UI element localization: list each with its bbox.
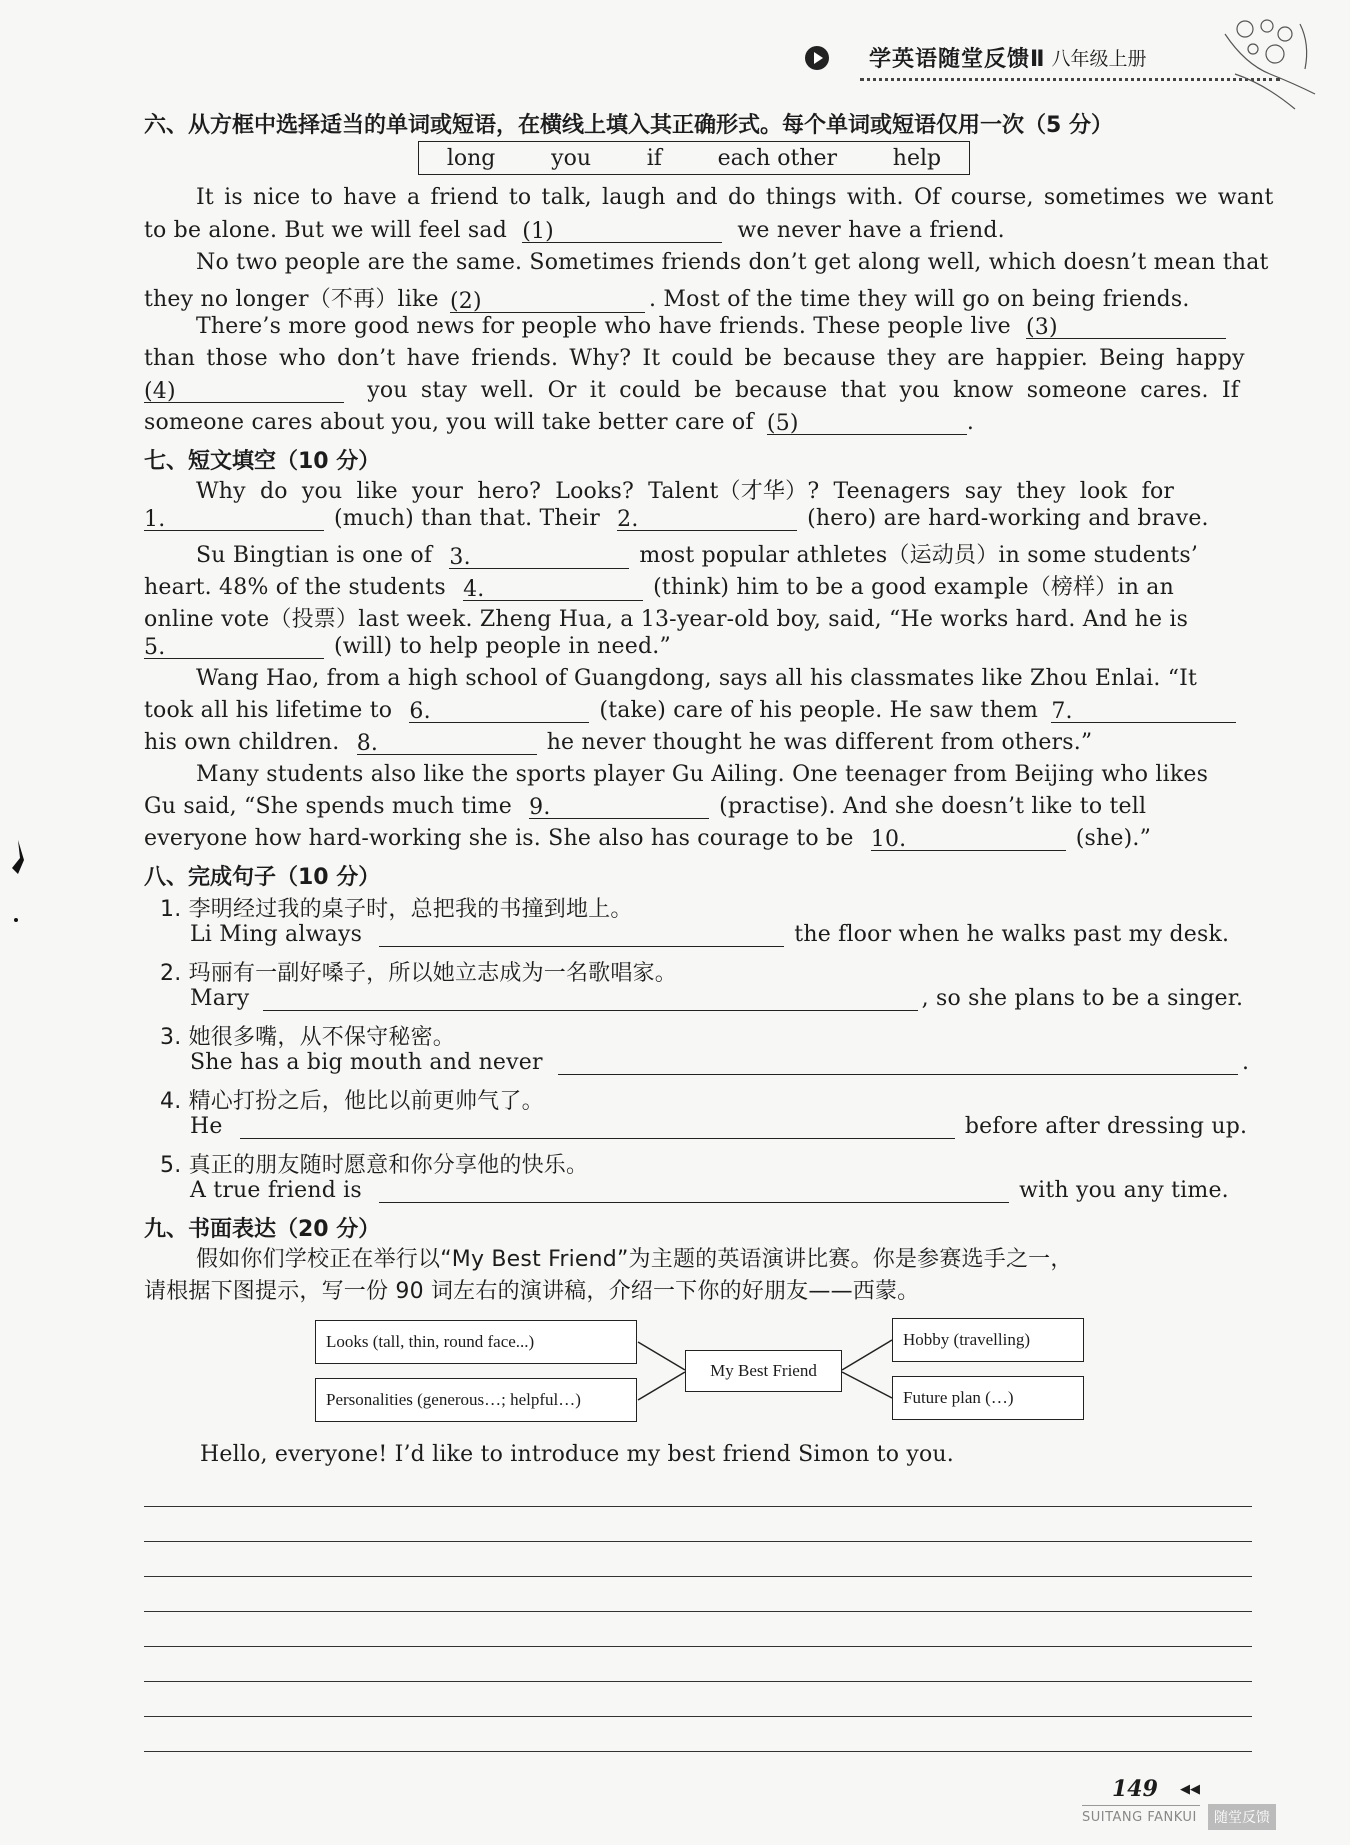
s6-text: No two people are the same. Sometimes friends don’t get along well, which doesn’t mean that	[196, 250, 1269, 275]
q4-english: He before after dressing up.	[190, 1114, 1248, 1139]
s7-text: everyone how hard-working she is. She also has courage to be 10. (she).”	[144, 826, 1152, 852]
answer-blank[interactable]: 9.	[529, 794, 709, 819]
q5-chinese: 5. 真正的朋友随时愿意和你分享他的快乐。	[160, 1153, 589, 1178]
q1-english: Li Ming always the floor when he walks past my desk.	[190, 922, 1230, 947]
s7-text: online vote（投票）last week. Zheng Hua, a 13-year-old boy, said, “He works hard. And he is	[144, 607, 1189, 632]
writing-line[interactable]	[144, 1681, 1252, 1682]
s7-text: Why do you like your hero? Looks? Talent（才华）? Teenagers say they look for	[196, 479, 1175, 504]
s7-text: 1. (much) than that. Their 2. (hero) are hard-working and brave.	[144, 506, 1209, 532]
answer-blank[interactable]: 10.	[871, 826, 1066, 851]
section8-heading: 八、完成句子（10 分）	[144, 865, 381, 890]
map-center: My Best Friend	[685, 1350, 842, 1392]
s7-text: Gu said, “She spends much time 9. (practise). And she doesn’t like to tell	[144, 794, 1147, 820]
answer-blank[interactable]: 1.	[144, 506, 324, 531]
writing-line[interactable]	[144, 1716, 1252, 1717]
s6-text: It is nice to have a friend to talk, laugh and do things with. Of course, sometimes we want	[196, 185, 1274, 210]
answer-blank[interactable]: (4)	[144, 378, 344, 403]
answer-blank[interactable]: 2.	[617, 506, 797, 531]
writing-line[interactable]	[144, 1646, 1252, 1647]
answer-blank[interactable]: 5.	[144, 634, 324, 659]
writing-line[interactable]	[144, 1576, 1252, 1577]
grade-label: 八年级上册	[1051, 48, 1147, 70]
answer-blank[interactable]: 8.	[357, 730, 537, 755]
writing-line[interactable]	[144, 1506, 1252, 1507]
answer-blank[interactable]: 3.	[449, 544, 629, 569]
q2-chinese: 2. 玛丽有一副好嗓子，所以她立志成为一名歌唱家。	[160, 961, 677, 986]
footer-divider	[1082, 1805, 1200, 1806]
s7-text: Wang Hao, from a high school of Guangdong, says all his classmates like Zhou Enlai. “It	[196, 666, 1198, 691]
s7-text: heart. 48% of the students 4. (think) him to be a good example（榜样）in an	[144, 575, 1174, 602]
s6-text: to be alone. But we will feel sad (1) we never have a friend.	[144, 218, 1005, 244]
q3-chinese: 3. 她很多嘴，从不保守秘密。	[160, 1025, 455, 1050]
q2-english: Mary , so she plans to be a singer.	[190, 986, 1244, 1011]
answer-blank[interactable]: (1)	[522, 218, 722, 243]
s9-prompt: 请根据下图提示，写一份 90 词左右的演讲稿，介绍一下你的好朋友——西蒙。	[144, 1279, 920, 1304]
s6-text: than those who don’t have friends. Why? It could be because they are happier. Being happy	[144, 346, 1245, 371]
word-option: each other	[717, 145, 838, 171]
word-option: help	[892, 145, 942, 171]
q5-english: A true friend is with you any time.	[190, 1178, 1229, 1203]
map-hobby: Hobby (travelling)	[892, 1318, 1084, 1362]
answer-blank[interactable]: 4.	[463, 576, 643, 601]
s9-prompt: 假如你们学校正在举行以“My Best Friend”为主题的英语演讲比赛。你是参赛选手之一，	[196, 1247, 1073, 1272]
writing-line[interactable]	[144, 1611, 1252, 1612]
book-title: 学英语随堂反馈Ⅱ	[869, 47, 1046, 72]
footer-tag: 随堂反馈	[1208, 1804, 1276, 1830]
s7-text: Su Bingtian is one of 3. most popular athletes（运动员）in some students’	[196, 543, 1199, 570]
s6-text: (4) you stay well. Or it could be because that you know someone cares. If	[144, 378, 1240, 404]
s6-text: they no longer（不再）like (2) . Most of the time they will go on being friends.	[144, 287, 1190, 314]
s7-text: 5. (will) to help people in need.”	[144, 634, 671, 660]
s7-text: his own children. 8. he never thought he was different from others.”	[144, 730, 1093, 756]
word-option: you	[551, 145, 591, 171]
writing-line[interactable]	[144, 1751, 1252, 1752]
s9-opening: Hello, everyone! I’d like to introduce my best friend Simon to you.	[200, 1442, 954, 1467]
answer-blank[interactable]: 6.	[409, 698, 589, 723]
map-personalities: Personalities (generous…; helpful…)	[315, 1378, 637, 1422]
double-arrow-icon: ◀◀	[1180, 1782, 1200, 1797]
q1-chinese: 1. 李明经过我的桌子时，总把我的书撞到地上。	[160, 897, 633, 922]
answer-blank[interactable]: (2)	[450, 288, 645, 313]
answer-blank[interactable]: (3)	[1026, 314, 1226, 339]
s6-text: There’s more good news for people who have friends. These people live (3)	[196, 314, 1226, 339]
q3-english: She has a big mouth and never .	[190, 1050, 1250, 1075]
section9-heading: 九、书面表达（20 分）	[144, 1217, 381, 1242]
writing-line[interactable]	[144, 1541, 1252, 1542]
section7-heading: 七、短文填空（10 分）	[144, 449, 381, 474]
pen-mark-icon	[4, 838, 34, 928]
map-future: Future plan (…)	[892, 1376, 1084, 1420]
section6-heading: 六、从方框中选择适当的单词或短语，在横线上填入其正确形式。每个单词或短语仅用一次（5 分）	[144, 113, 1113, 138]
word-option: long	[446, 145, 496, 171]
map-looks: Looks (tall, thin, round face...)	[315, 1320, 637, 1364]
s7-text: took all his lifetime to 6. (take) care of his people. He saw them 7.	[144, 698, 1236, 723]
s6-text: someone cares about you, you will take better care of (5) .	[144, 410, 975, 436]
answer-blank[interactable]: (5)	[767, 410, 967, 435]
s7-text: Many students also like the sports player Gu Ailing. One teenager from Beijing who likes	[196, 762, 1209, 787]
page-number: 149	[1112, 1776, 1158, 1802]
answer-blank[interactable]: 7.	[1051, 698, 1236, 723]
word-option: if	[646, 145, 662, 171]
q4-chinese: 4. 精心打扮之后，他比以前更帅气了。	[160, 1089, 544, 1114]
footer-pinyin: SUITANG FANKUI	[1082, 1810, 1197, 1825]
